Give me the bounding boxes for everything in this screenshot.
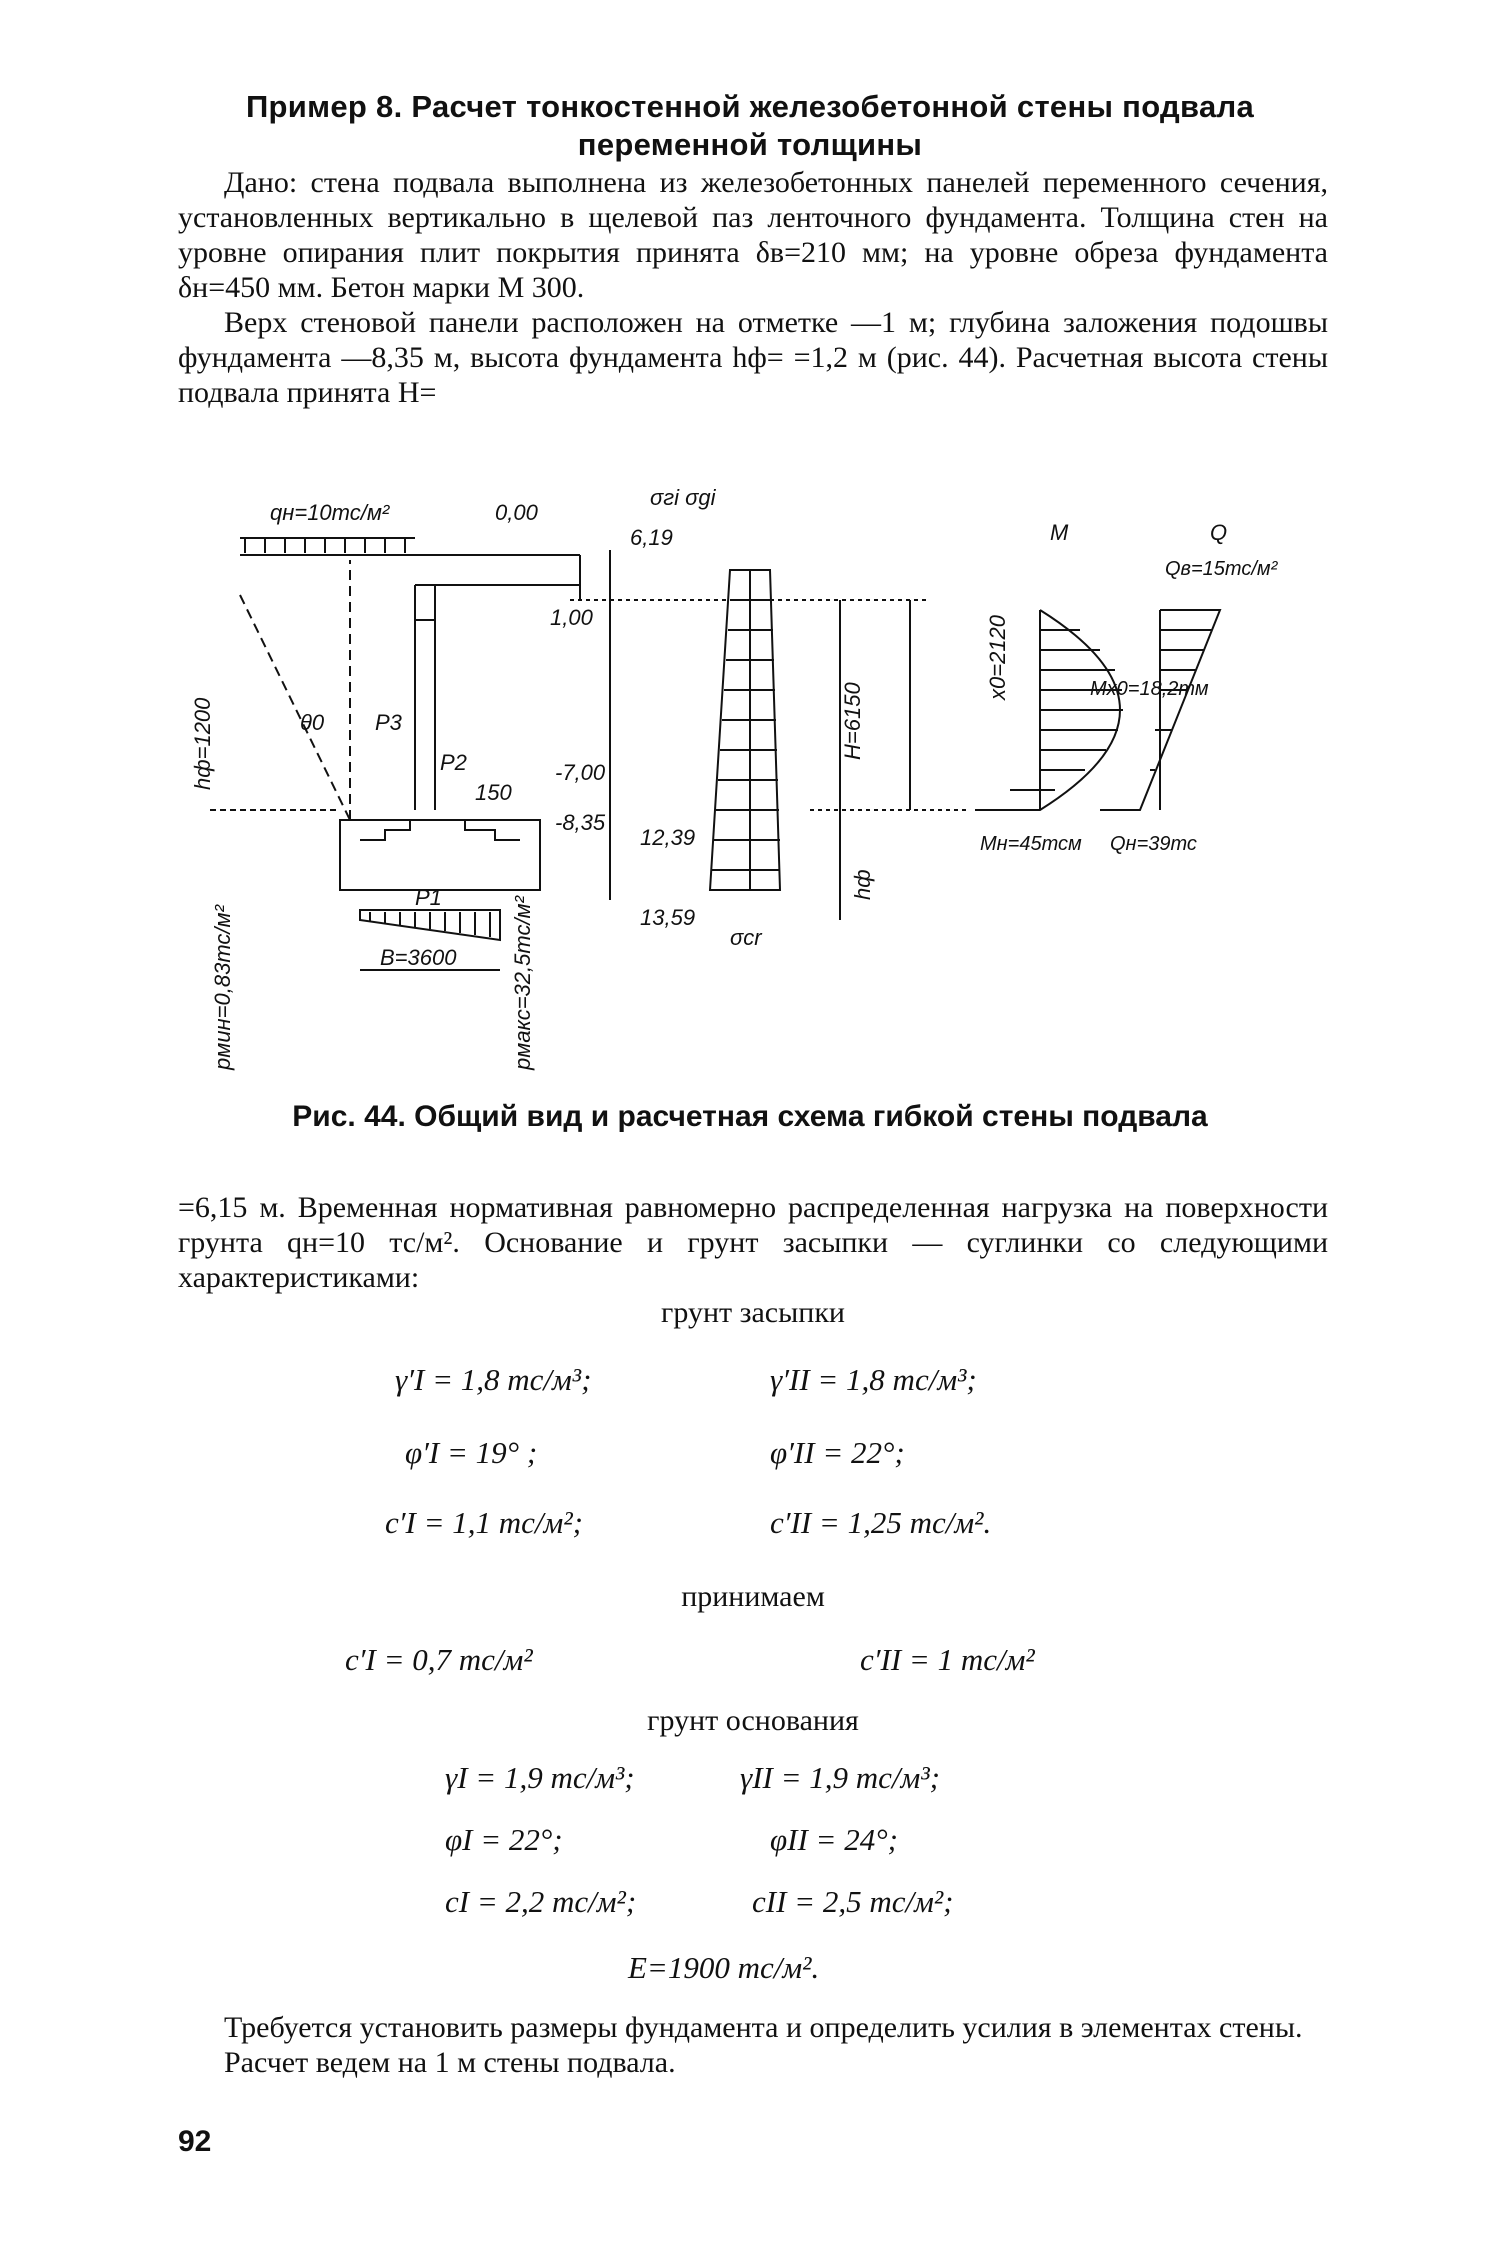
figure-44 xyxy=(190,480,1290,1070)
label-1239: 12,39 xyxy=(640,825,696,850)
stress-diagram xyxy=(710,570,780,890)
label-b: B=3600 xyxy=(380,945,457,970)
section-title xyxy=(150,88,1350,164)
label-x0: x0=2120 xyxy=(985,614,1010,700)
label-1359: 13,59 xyxy=(640,905,696,930)
label-hf: hф xyxy=(850,869,875,900)
base-phi-2: φII = 24°; xyxy=(770,1822,898,1857)
label-dim-150: 150 xyxy=(475,780,512,805)
paragraph-required: Требуется установить размеры фундамента и определить усилия в элементах стены. xyxy=(224,2011,1303,2044)
soil-fill-heading: грунт засыпки xyxy=(661,1296,845,1329)
base-phi-1: φI = 22°; xyxy=(445,1822,563,1857)
accept-c-1: c′I = 0,7 тс/м² xyxy=(345,1642,533,1677)
failure-wedge xyxy=(240,595,350,820)
fill-c-1: c′I = 1,1 тс/м²; xyxy=(385,1505,583,1540)
title-line-2: переменной толщины xyxy=(577,127,923,162)
base-gamma-2: γII = 1,9 тс/м³; xyxy=(740,1760,940,1795)
wall-panel xyxy=(415,585,435,810)
label-sigma-cr: σcr xyxy=(730,925,762,950)
accept-heading: принимаем xyxy=(681,1580,825,1613)
fill-c-2: c′II = 1,25 тс/м². xyxy=(770,1505,992,1540)
label-p2: P2 xyxy=(440,750,467,775)
label-p1: P1 xyxy=(415,885,442,910)
title-line-1: Пример 8. Расчет тонкостенной железобетонной стены подвала xyxy=(245,89,1255,124)
fill-gamma-2: γ′II = 1,8 тс/м³; xyxy=(770,1362,977,1397)
label-level-1: 1,00 xyxy=(550,605,593,630)
label-p3: P3 xyxy=(375,710,402,735)
label-q: Q xyxy=(1210,520,1228,545)
load-arrows xyxy=(240,538,415,553)
label-level-7: -7,00 xyxy=(555,760,606,785)
label-h-foundation: hф=1200 xyxy=(190,697,215,790)
figure-caption: Рис. 44. Общий вид и расчетная схема гибкой стены подвала xyxy=(292,1100,1208,1133)
base-e: E=1900 тс/м². xyxy=(628,1950,820,1985)
loads-text xyxy=(178,1190,1328,1295)
label-qn: Qн=39тс xyxy=(1110,833,1197,855)
label-mx0: Mx0=18,2тм xyxy=(1090,678,1209,700)
label-pmin: pмин=0,83тс/м² xyxy=(210,905,235,1070)
label-m: M xyxy=(1050,520,1069,545)
label-mn: Mн=45тсм xyxy=(980,833,1082,855)
label-qv: Qв=15тс/м² xyxy=(1165,558,1278,580)
paragraph-given: Дано: стена подвала выполнена из железобетонных панелей переменного сечения, установленных вертикально в щелевой паз ленточного фундамента. Толщина стен на уровне опирания плит покрытия принята δв=210 мм; на уровне обреза фундамента δн=450 мм. Бетон марки М 300. xyxy=(178,166,1328,304)
label-level-835: -8,35 xyxy=(555,810,606,835)
paragraph-calc-basis: Расчет ведем на 1 м стены подвала. xyxy=(224,2046,676,2079)
label-level-0: 0,00 xyxy=(495,500,538,525)
base-gamma-1: γI = 1,9 тс/м³; xyxy=(445,1760,635,1795)
label-619: 6,19 xyxy=(630,525,673,550)
label-sigma-top: σгi σgi xyxy=(650,485,716,510)
paragraph-geometry: Верх стеновой панели расположен на отметке —1 м; глубина заложения подошвы фундамента —8,35 м, высота фундамента hф= =1,2 м (рис. 44). Расчетная высота стены подвала принята H= xyxy=(178,306,1328,409)
label-h-wall: H=6150 xyxy=(840,682,865,760)
intro-text xyxy=(178,165,1328,410)
paragraph-loads: =6,15 м. Временная нормативная равномерно распределенная нагрузка на поверхности грунта qн=10 тс/м². Основание и грунт засыпки — суглинки со следующими характеристиками: xyxy=(178,1191,1328,1294)
accept-c-2: c′II = 1 тс/м² xyxy=(860,1642,1035,1677)
label-load: qн=10тс/м² xyxy=(270,500,390,525)
label-pmax: pмакс=32,5тс/м² xyxy=(510,896,535,1070)
label-theta: θ0 xyxy=(300,710,325,735)
foundation xyxy=(340,820,540,890)
closing-text xyxy=(178,2010,1328,2080)
fill-gamma-1: γ′I = 1,8 тс/м³; xyxy=(395,1362,592,1397)
fill-phi-2: φ′II = 22°; xyxy=(770,1435,905,1470)
page-number: 92 xyxy=(178,2125,212,2158)
base-c-2: cII = 2,5 тс/м²; xyxy=(752,1884,954,1919)
fill-phi-1: φ′I = 19° ; xyxy=(405,1435,538,1470)
base-c-1: cI = 2,2 тс/м²; xyxy=(445,1884,637,1919)
soil-base-heading: грунт основания xyxy=(647,1704,859,1737)
